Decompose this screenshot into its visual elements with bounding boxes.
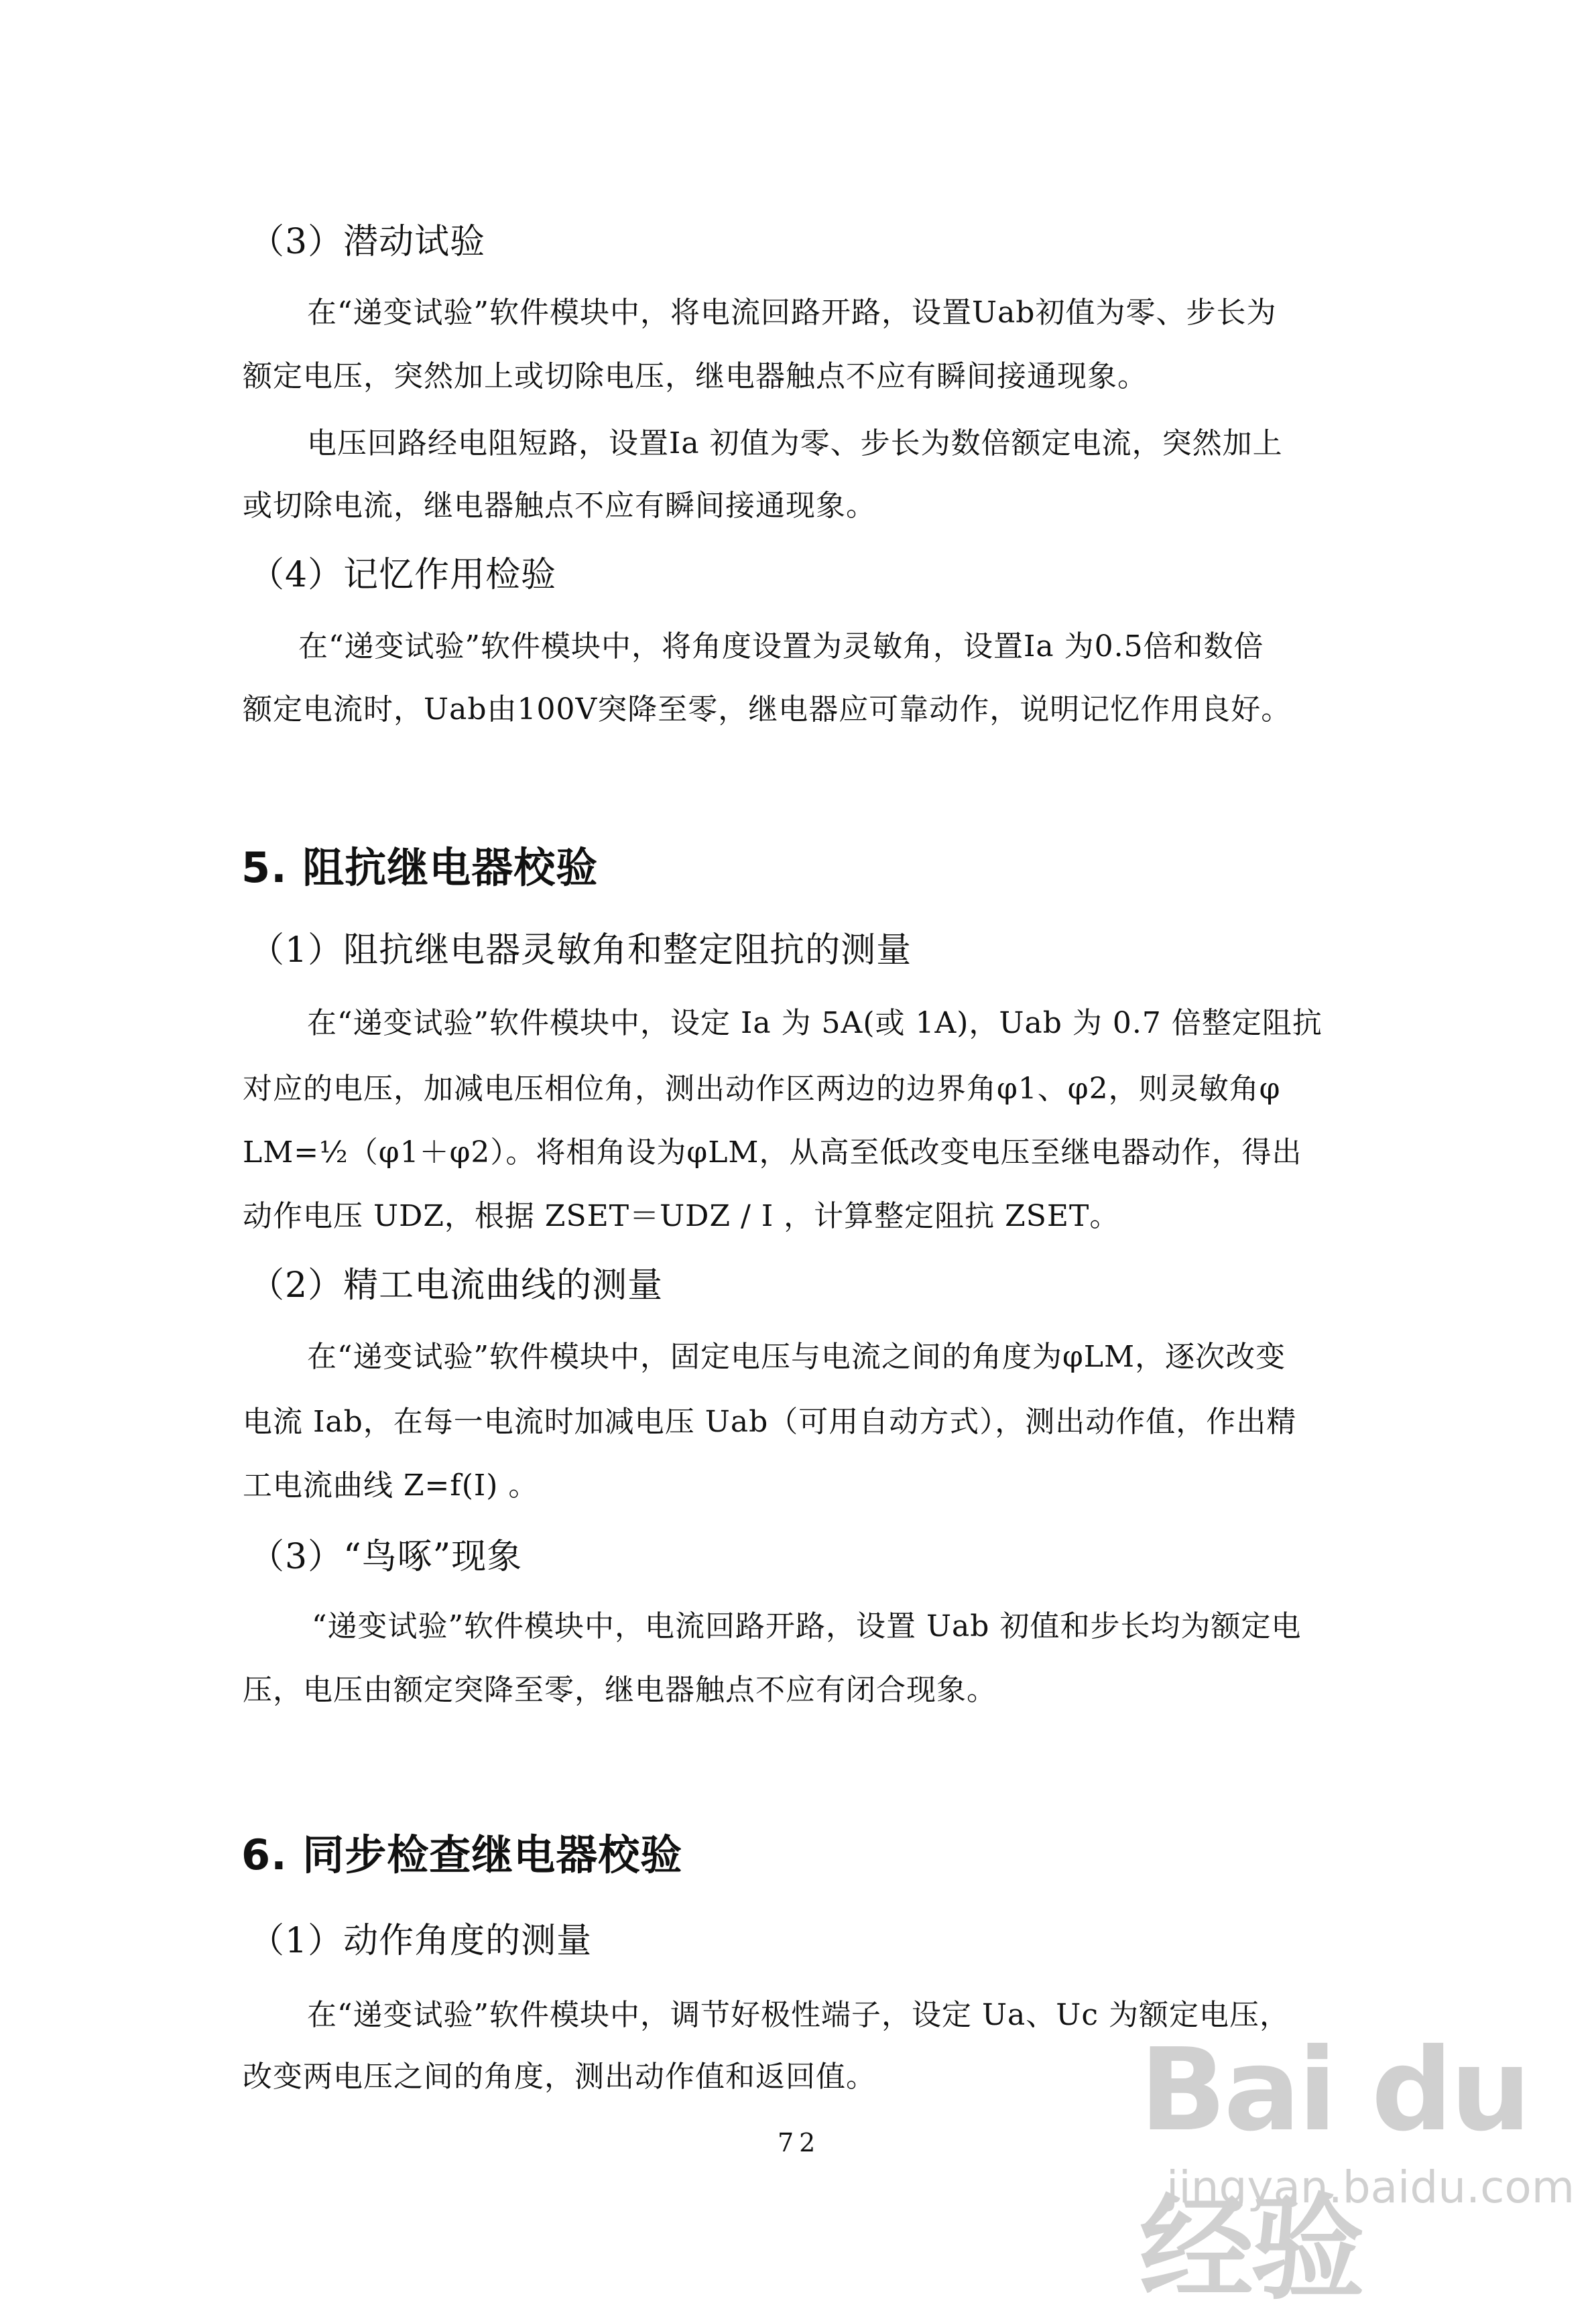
paragraph-line: “递变试验”软件模块中，电流回路开路，设置 Uab 初值和步长均为额定电 bbox=[312, 1609, 1302, 1643]
paragraph-line: 工电流曲线 Z=f(I) 。 bbox=[243, 1468, 539, 1503]
paragraph-line: 电流 Iab，在每一电流时加减电压 Uab（可用自动方式），测出动作值，作出精 bbox=[243, 1405, 1297, 1439]
paragraph-line: 在“递变试验”软件模块中，调节好极性端子，设定 Ua、Uc 为额定电压， bbox=[307, 1998, 1290, 2032]
subsection-heading-sensitivity-angle: （1）阻抗继电器灵敏角和整定阻抗的测量 bbox=[249, 930, 912, 970]
paragraph-line: 对应的电压，加减电压相位角，测出动作区两边的边界角φ1、φ2，则灵敏角φ bbox=[243, 1072, 1281, 1106]
paragraph-line: 在“递变试验”软件模块中，将角度设置为灵敏角，设置Ia 为0.5倍和数倍 bbox=[298, 629, 1264, 664]
watermark-url: jingyan.baidu.com bbox=[1166, 2161, 1575, 2213]
section-title-impedance-relay: 5. 阻抗继电器校验 bbox=[241, 843, 599, 892]
paragraph-line: 额定电压，突然加上或切除电压，继电器触点不应有瞬间接通现象。 bbox=[243, 359, 1148, 393]
paragraph-line: 在“递变试验”软件模块中，固定电压与电流之间的角度为φLM，逐次改变 bbox=[307, 1340, 1286, 1374]
paragraph-line: 电压回路经电阻短路，设置Ia 初值为零、步长为数倍额定电流，突然加上 bbox=[307, 426, 1283, 460]
paragraph-line: 在“递变试验”软件模块中，设定 Ia 为 5A(或 1A)，Uab 为 0.7 倍整定阻抗 bbox=[307, 1006, 1323, 1040]
section-title-sync-check-relay: 6. 同步检查继电器校验 bbox=[241, 1830, 683, 1879]
paragraph-line: 改变两电压之间的角度，测出动作值和返回值。 bbox=[243, 2060, 876, 2094]
watermark-logo-text: Bai du 经验 bbox=[1140, 2024, 1529, 2316]
page-number: 72 bbox=[778, 2128, 821, 2157]
subsection-heading-latent-motion: （3）潜动试验 bbox=[249, 222, 486, 262]
subsection-heading-precision-current: （2）精工电流曲线的测量 bbox=[249, 1265, 664, 1306]
paragraph-line: 或切除电流，继电器触点不应有瞬间接通现象。 bbox=[243, 489, 876, 523]
baidu-jingyan-watermark bbox=[1126, 2024, 1575, 2316]
subsection-heading-memory-test: （4）记忆作用检验 bbox=[249, 555, 557, 595]
paragraph-line: 在“递变试验”软件模块中，将电流回路开路，设置Uab初值为零、步长为 bbox=[307, 296, 1277, 330]
paragraph-line: 压，电压由额定突降至零，继电器触点不应有闭合现象。 bbox=[243, 1673, 997, 1707]
paragraph-line: LM=½（φ1＋φ2）。将相角设为φLM，从高至低改变电压至继电器动作，得出 bbox=[243, 1135, 1302, 1170]
subsection-heading-action-angle: （1）动作角度的测量 bbox=[249, 1921, 593, 1961]
subsection-heading-bird-peck: （3）“鸟啄”现象 bbox=[249, 1537, 523, 1577]
paragraph-line: 动作电压 UDZ，根据 ZSET＝UDZ / I ，计算整定阻抗 ZSET。 bbox=[243, 1199, 1120, 1233]
paragraph-line: 额定电流时，Uab由100V突降至零，继电器应可靠动作，说明记忆作用良好。 bbox=[243, 692, 1292, 727]
